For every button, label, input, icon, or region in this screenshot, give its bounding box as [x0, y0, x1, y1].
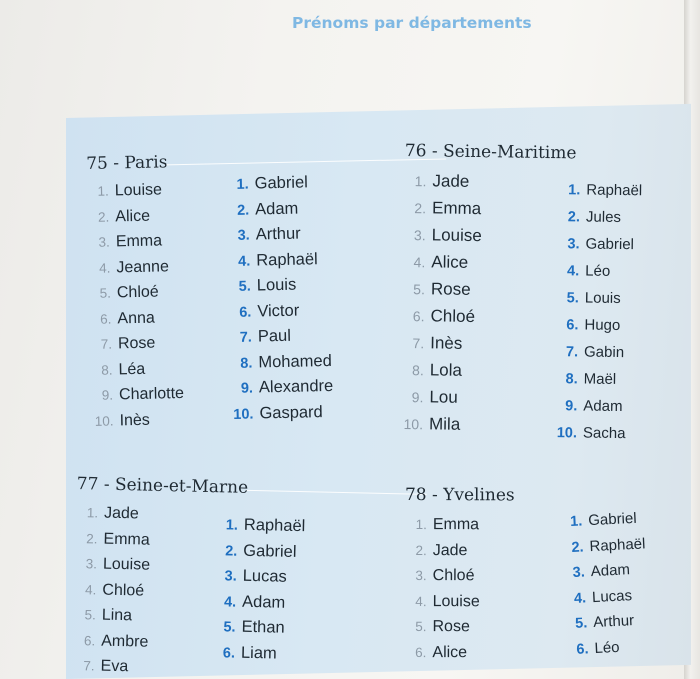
first-name: Léa — [118, 360, 146, 378]
girl-name-item — [73, 606, 149, 633]
girl-name-item — [88, 232, 181, 259]
girl-name-item — [72, 657, 148, 679]
rank-number: 5. — [99, 285, 112, 301]
rank-number: 6. — [412, 308, 425, 325]
rank-number: 7. — [412, 335, 425, 352]
rank-number: 1. — [236, 176, 249, 193]
department-title: 78 - Yvelines — [404, 485, 515, 506]
boy-name-item — [214, 592, 304, 620]
boy-name-item — [556, 314, 640, 342]
first-name: Raphaël — [243, 515, 306, 536]
rank-number: 6. — [566, 317, 579, 334]
rank-number: 4. — [415, 593, 427, 609]
first-name: Adam — [254, 199, 299, 218]
first-name: Adam — [590, 561, 631, 581]
girls-list — [401, 171, 483, 442]
first-name: Arthur — [592, 612, 635, 632]
boys-list — [213, 515, 306, 670]
first-name: Eva — [100, 657, 129, 676]
rank-number: 5. — [413, 281, 426, 298]
first-name: Alice — [115, 207, 151, 225]
rank-number: 10. — [556, 425, 578, 442]
girl-name-item — [401, 387, 479, 415]
boy-name-item — [557, 260, 641, 288]
first-name: Ambre — [101, 632, 149, 651]
rank-number: 6. — [100, 311, 112, 327]
first-name: Jeanne — [116, 257, 170, 276]
rank-number: 6. — [83, 632, 96, 648]
rank-number: 1. — [86, 505, 99, 521]
girl-name-item — [74, 580, 150, 607]
boy-name-item — [231, 377, 334, 405]
girl-name-item — [404, 171, 482, 199]
rank-number: 5. — [574, 615, 588, 632]
girl-name-item — [90, 360, 183, 387]
first-name: Inès — [430, 333, 463, 353]
first-name: Hugo — [584, 316, 621, 335]
boy-name-item — [555, 395, 639, 423]
first-name: Adam — [241, 592, 286, 612]
rank-number: 4. — [223, 593, 237, 611]
boy-name-item — [228, 224, 331, 252]
boys-list — [226, 173, 334, 430]
girl-name-item — [89, 309, 182, 336]
first-name: Charlotte — [118, 385, 185, 404]
rank-number: 3. — [98, 234, 111, 250]
rank-number: 3. — [413, 227, 426, 244]
first-name: Ethan — [241, 617, 285, 637]
first-name: Jade — [432, 171, 470, 191]
rank-number: 1. — [568, 182, 581, 199]
girl-name-item — [405, 541, 480, 567]
rank-number: 6. — [222, 644, 236, 662]
first-name: Jade — [103, 504, 140, 523]
first-name: Paul — [257, 326, 292, 346]
girl-name-item — [89, 283, 182, 310]
first-name: Emma — [431, 198, 482, 219]
rank-number: 5. — [223, 619, 236, 636]
rank-number: 4. — [84, 581, 97, 597]
first-name: Louise — [102, 555, 151, 574]
first-name: Lola — [429, 360, 463, 380]
boy-name-item — [214, 566, 304, 594]
first-name: Sacha — [582, 424, 626, 443]
department-title: 77 - Seine-et-Marne — [76, 474, 249, 498]
first-name: Jade — [432, 541, 468, 559]
rank-number: 4. — [98, 260, 111, 276]
boy-name-item — [213, 617, 303, 645]
first-name: Maël — [583, 370, 617, 388]
rank-number: 5. — [84, 607, 96, 623]
rank-number: 1. — [569, 513, 583, 531]
boy-name-item — [229, 300, 332, 328]
boy-name-item — [557, 233, 641, 261]
girl-name-item — [91, 410, 184, 437]
rank-number: 8. — [565, 371, 578, 388]
first-name: Chloé — [430, 306, 476, 326]
rank-number: 2. — [571, 538, 584, 556]
rank-number: 9. — [565, 398, 578, 415]
girl-name-item — [76, 504, 152, 531]
girl-name-item — [91, 385, 184, 412]
first-name: Gabriel — [254, 173, 309, 193]
rank-number: 4. — [573, 589, 587, 607]
rank-number: 3. — [567, 236, 580, 253]
first-name: Mila — [428, 414, 461, 434]
rank-number: 4. — [413, 254, 426, 271]
boy-name-item — [557, 287, 641, 315]
rank-number: 10. — [403, 416, 424, 433]
first-name: Louise — [432, 592, 480, 610]
first-name: Rose — [432, 618, 470, 636]
boy-name-item — [566, 637, 651, 667]
first-name: Emma — [432, 516, 480, 534]
boys-list — [560, 509, 651, 666]
rank-number: 3. — [224, 568, 237, 585]
first-name: Gabriel — [587, 509, 637, 530]
first-name: Gaspard — [259, 402, 323, 422]
boy-name-item — [555, 422, 639, 450]
rank-number: 4. — [238, 253, 251, 270]
first-name: Emma — [115, 232, 163, 251]
first-name: Adam — [583, 397, 623, 416]
boys-list — [555, 179, 643, 450]
rank-number: 3. — [415, 568, 427, 584]
rank-number: 2. — [236, 202, 250, 219]
rank-number: 3. — [237, 227, 250, 244]
rank-number: 9. — [240, 380, 254, 397]
rank-number: 7. — [100, 336, 113, 352]
rank-number: 1. — [414, 173, 427, 190]
girl-name-item — [403, 225, 481, 253]
boy-name-item — [229, 275, 332, 303]
first-name: Léo — [594, 638, 620, 657]
rank-number: 2. — [567, 209, 581, 226]
first-name: Louis — [584, 289, 621, 308]
girl-name-item — [405, 516, 480, 542]
first-name: Alexandre — [258, 376, 334, 397]
rank-number: 2. — [225, 542, 238, 560]
boy-name-item — [231, 402, 334, 430]
boy-name-item — [558, 179, 642, 207]
girl-name-item — [405, 592, 480, 618]
first-name: Arthur — [255, 224, 301, 244]
first-name: Rose — [117, 334, 156, 353]
boy-name-item — [230, 351, 333, 379]
first-name: Rose — [430, 279, 471, 299]
first-name: Louise — [114, 181, 163, 200]
first-name: Raphaël — [256, 249, 318, 269]
girls-list — [87, 181, 185, 438]
girl-name-item — [87, 207, 180, 234]
rank-number: 2. — [415, 542, 427, 558]
rank-number: 1. — [415, 517, 427, 533]
rank-number: 6. — [415, 644, 427, 660]
girl-name-item — [403, 279, 481, 307]
rank-number: 2. — [86, 530, 98, 546]
girl-name-item — [404, 198, 482, 226]
department-title: 76 - Seine-Maritime — [404, 141, 577, 164]
rank-number: 1. — [97, 183, 109, 199]
first-name: Victor — [257, 301, 300, 320]
girl-name-item — [404, 618, 479, 644]
girl-name-item — [88, 258, 181, 285]
girl-name-item — [401, 414, 479, 442]
girl-name-item — [402, 360, 480, 388]
rank-number: 9. — [411, 389, 424, 406]
first-name: Léo — [585, 262, 611, 280]
first-name: Chloé — [116, 283, 159, 302]
rank-number: 9. — [101, 387, 114, 403]
boy-name-item — [216, 515, 306, 543]
first-name: Raphaël — [589, 534, 646, 555]
rank-number: 2. — [97, 209, 110, 225]
rank-number: 6. — [576, 640, 589, 658]
rank-number: 3. — [85, 556, 98, 572]
rank-number: 10. — [233, 406, 254, 423]
girls-list — [404, 516, 480, 669]
girl-name-item — [403, 252, 481, 280]
first-name: Louis — [256, 275, 297, 295]
girl-name-item — [75, 529, 151, 556]
rank-number: 1. — [225, 517, 239, 534]
first-name: Inès — [119, 411, 151, 429]
girl-name-item — [402, 306, 480, 334]
first-name: Raphaël — [586, 181, 643, 200]
first-name: Lina — [101, 606, 133, 625]
boy-name-item — [555, 368, 639, 396]
first-name: Gabriel — [585, 235, 635, 254]
rank-number: 6. — [239, 304, 252, 321]
rank-number: 7. — [565, 344, 579, 361]
girl-name-item — [405, 567, 480, 593]
girl-name-item — [90, 334, 183, 361]
first-name: Gabriel — [243, 541, 297, 561]
first-name: Lou — [429, 387, 458, 407]
rank-number: 3. — [572, 564, 586, 581]
first-name: Louise — [431, 225, 482, 246]
rank-number: 7. — [239, 329, 253, 346]
girl-name-item — [404, 643, 479, 669]
first-name: Jules — [585, 208, 622, 227]
page-running-title: Prénoms par départements — [292, 14, 532, 32]
first-name: Emma — [103, 530, 150, 549]
boy-name-item — [230, 326, 333, 354]
first-name: Chloé — [432, 567, 475, 585]
first-name: Lucas — [591, 586, 633, 606]
girl-name-item — [75, 555, 151, 582]
rank-number: 5. — [566, 290, 579, 307]
boy-name-item — [228, 249, 331, 277]
rank-number: 8. — [240, 355, 253, 372]
girl-name-item — [402, 333, 480, 361]
first-name: Mohamed — [258, 351, 332, 371]
first-name: Alice — [431, 252, 469, 272]
rank-number: 7. — [83, 658, 95, 674]
first-name: Liam — [240, 643, 277, 663]
boy-name-item — [227, 198, 330, 226]
rank-number: 10. — [94, 412, 114, 429]
girl-name-item — [73, 631, 149, 658]
rank-number: 5. — [415, 619, 427, 635]
rank-number: 5. — [238, 278, 251, 295]
rank-number: 2. — [414, 200, 427, 217]
first-name: Lucas — [242, 566, 287, 586]
girls-list — [72, 504, 151, 679]
boy-name-item — [558, 206, 642, 234]
first-name: Anna — [117, 309, 155, 327]
boy-name-item — [226, 173, 329, 201]
first-name: Chloé — [102, 581, 145, 600]
rank-number: 4. — [566, 263, 580, 280]
rank-number: 8. — [101, 361, 113, 378]
boy-name-item — [215, 541, 305, 569]
boy-name-item — [213, 643, 303, 671]
first-name: Gabin — [583, 343, 625, 362]
girl-name-item — [87, 181, 180, 208]
department-title: 75 - Paris — [86, 152, 168, 174]
first-name: Alice — [432, 643, 468, 661]
boy-name-item — [556, 341, 640, 369]
rank-number: 8. — [412, 362, 424, 379]
